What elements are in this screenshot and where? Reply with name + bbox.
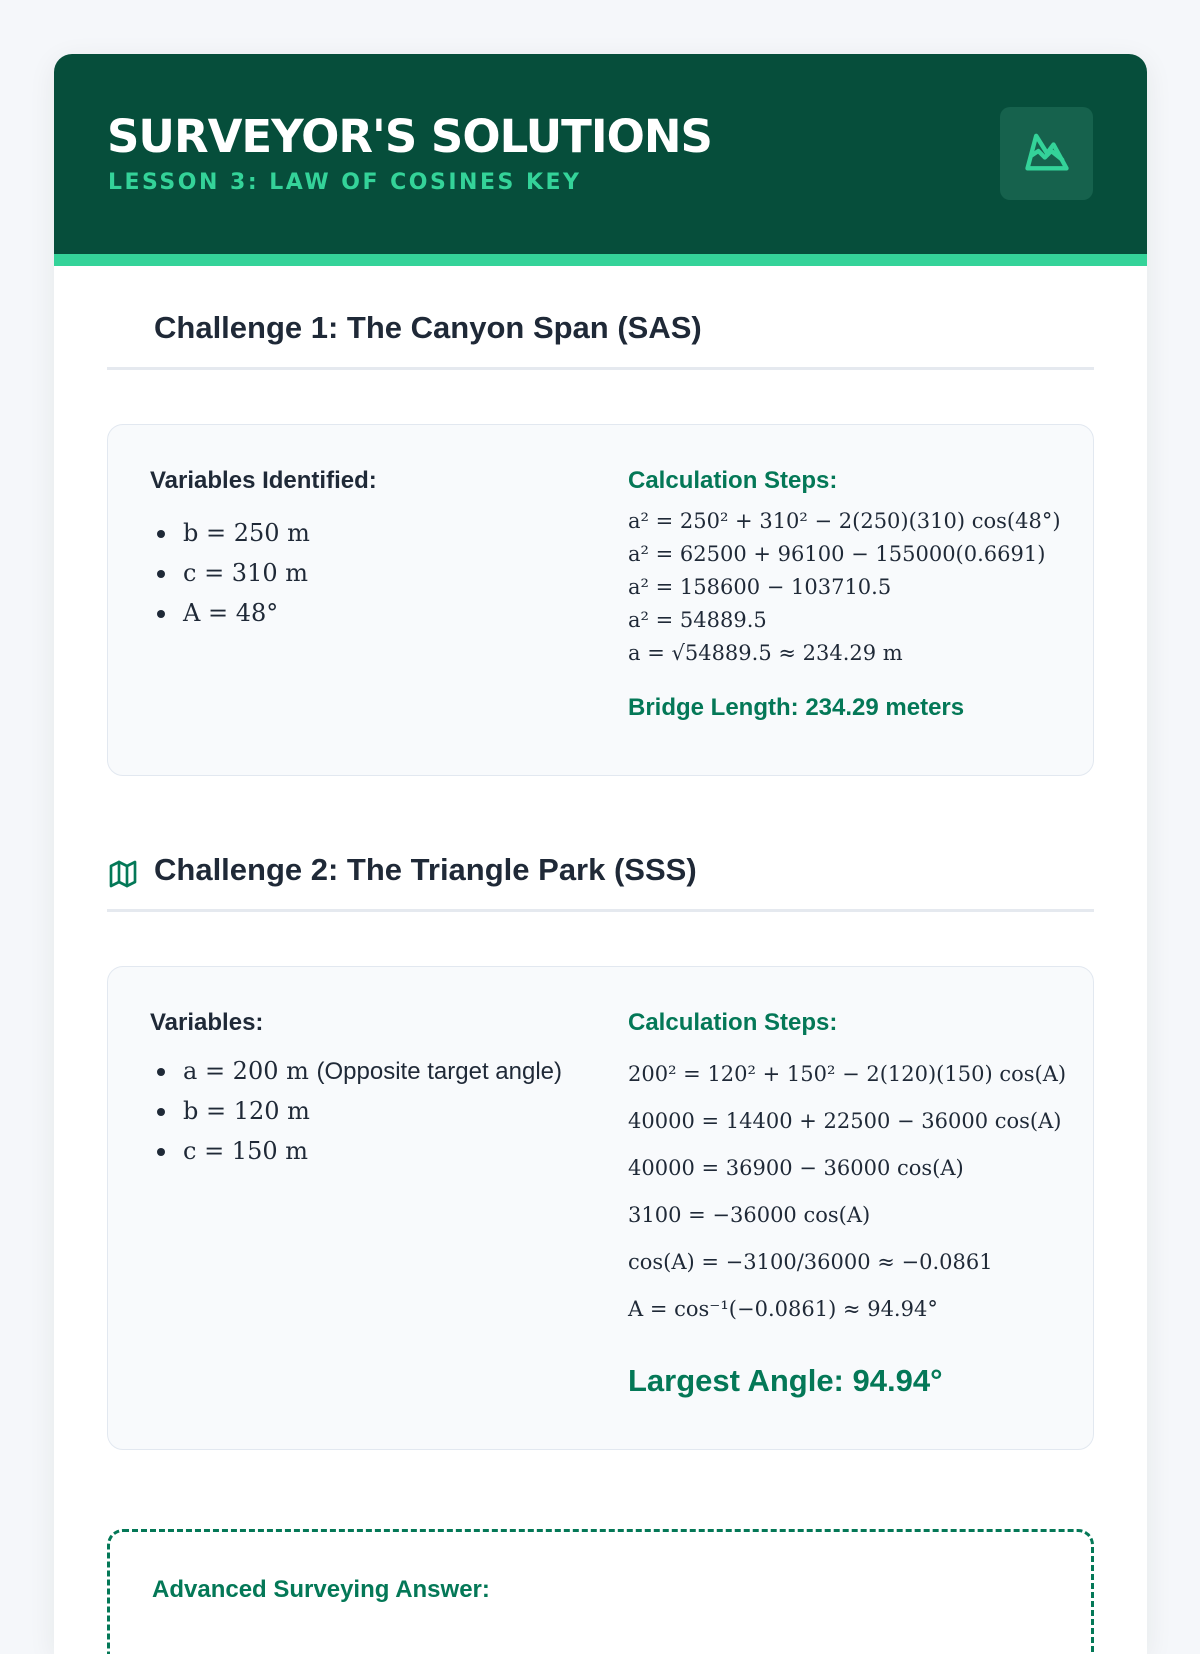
advanced-answer-box <box>107 1529 1094 1654</box>
challenge-1-variables <box>150 467 590 633</box>
page-subtitle: LESSON 3: LAW OF COSINES KEY <box>108 170 582 195</box>
challenge-2-title: Challenge 2: The Triangle Park (SSS) <box>154 852 697 887</box>
challenge-1-panel <box>107 424 1094 776</box>
variables-list <box>150 1051 590 1171</box>
logo-badge <box>1000 107 1093 200</box>
calculation-step: a² = 54889.5 <box>628 608 767 632</box>
solutions-card <box>54 54 1147 1654</box>
variable-item: b = 250 m <box>150 513 590 553</box>
calculation-step: a² = 250² + 310² − 2(250)(310) cos(48°) <box>628 509 1061 533</box>
challenge-2-result: Largest Angle: 94.94° <box>628 1363 943 1398</box>
variable-value: a = 200 m <box>183 1057 309 1085</box>
calculation-step: cos(A) = −3100/36000 ≈ −0.0861 <box>628 1250 993 1274</box>
calculation-step: 40000 = 14400 + 22500 − 36000 cos(A) <box>628 1109 1062 1133</box>
variable-item <box>150 1051 590 1091</box>
calculation-step: a² = 62500 + 96100 − 155000(0.6691) <box>628 542 1046 566</box>
calculation-step: A = cos⁻¹(−0.0861) ≈ 94.94° <box>628 1297 938 1321</box>
map-icon <box>107 858 139 895</box>
steps-label: Calculation Steps: <box>628 467 838 494</box>
variable-item: A = 48° <box>150 593 590 633</box>
steps-list <box>628 505 1088 670</box>
challenge-1-title: Challenge 1: The Canyon Span (SAS) <box>154 310 702 345</box>
challenge-1-steps <box>628 467 1088 722</box>
calculation-step: 40000 = 36900 − 36000 cos(A) <box>628 1156 964 1180</box>
variables-list <box>150 513 590 633</box>
header <box>54 54 1147 254</box>
variables-label: Variables: <box>150 1009 264 1036</box>
variable-note: (Opposite target angle) <box>316 1058 562 1085</box>
header-accent-bar <box>54 254 1147 266</box>
challenge-2-header <box>107 842 1094 912</box>
advanced-answer-label: Advanced Surveying Answer: <box>152 1576 490 1603</box>
challenge-1-header <box>107 300 1094 370</box>
challenge-2-steps <box>628 1009 1088 1399</box>
variable-item: b = 120 m <box>150 1091 590 1131</box>
variable-item: c = 150 m <box>150 1131 590 1171</box>
variables-label: Variables Identified: <box>150 467 377 494</box>
page-title: SURVEYOR'S SOLUTIONS <box>107 110 712 163</box>
variable-item: c = 310 m <box>150 553 590 593</box>
steps-list <box>628 1051 1088 1333</box>
calculation-step: 200² = 120² + 150² − 2(120)(150) cos(A) <box>628 1062 1067 1086</box>
calculation-step: 3100 = −36000 cos(A) <box>628 1203 871 1227</box>
challenge-2-panel <box>107 966 1094 1450</box>
calculation-step: a = √54889.5 ≈ 234.29 m <box>628 641 903 665</box>
challenge-1-result: Bridge Length: 234.29 meters <box>628 694 965 721</box>
calculation-step: a² = 158600 − 103710.5 <box>628 575 892 599</box>
challenge-2-variables <box>150 1009 590 1171</box>
mountain-icon <box>1021 125 1073 182</box>
steps-label: Calculation Steps: <box>628 1009 838 1036</box>
